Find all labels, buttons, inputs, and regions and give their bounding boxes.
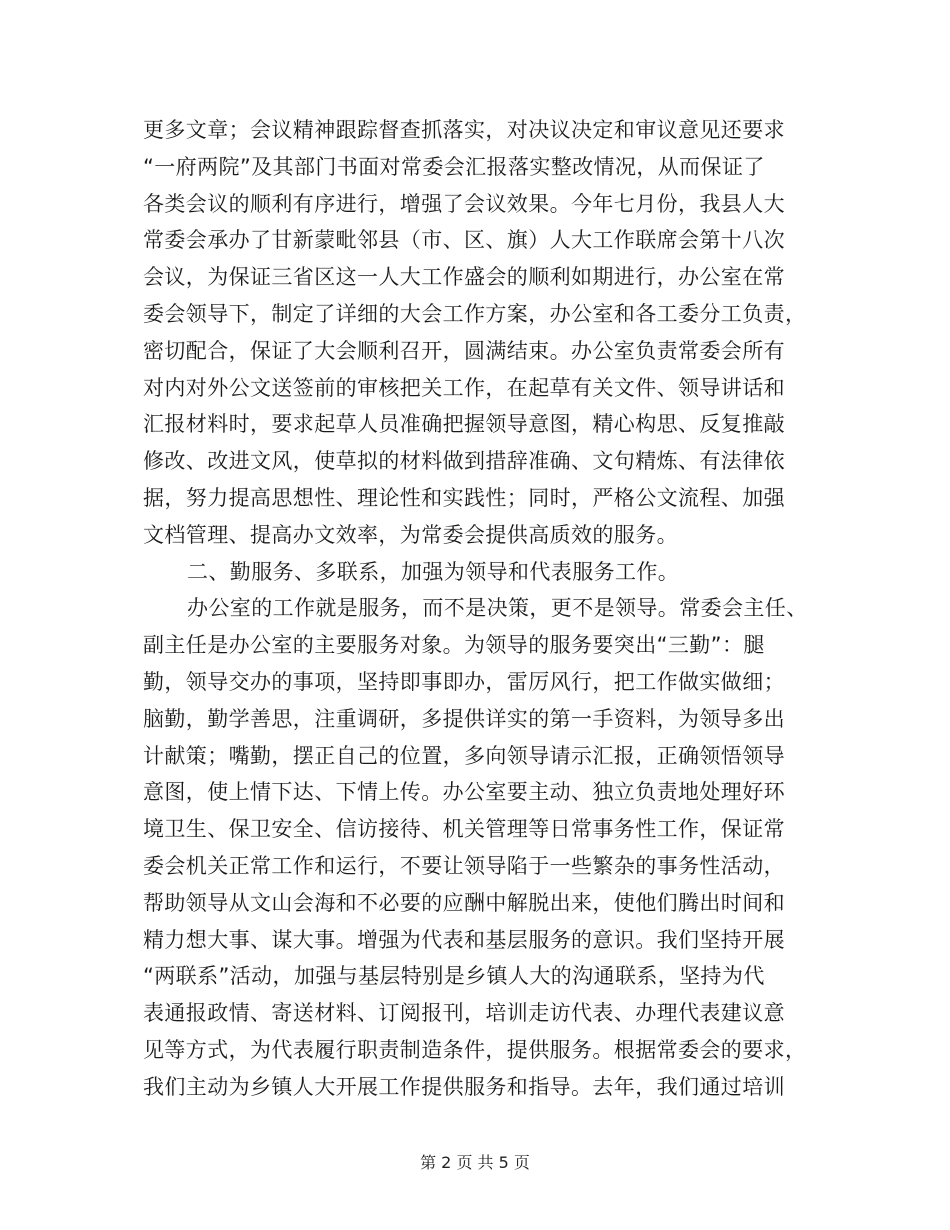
text-line: 密切配合，保证了大会顺利召开，圆满结束。办公室负责常委会所有 [143,338,785,363]
text-line: “两联系”活动，加强与基层特别是乡镇人大的沟通联系，坚持为代 [143,964,765,989]
text-line: 委会领导下，制定了详细的大会工作方案，办公室和各工委分工负责， [143,301,807,326]
text-line: 境卫生、保卫安全、信访接待、机关管理等日常事务性工作，保证常 [143,817,785,842]
text-line: 汇报材料时，要求起草人员准确把握领导意图，精心构思、反复推敲 [143,412,785,437]
text-line: 精力想大事、谋大事。增强为代表和基层服务的意识。我们坚持开展 [143,927,785,952]
text-line: 对内对外公文送签前的审核把关工作，在起草有关文件、领导讲话和 [143,375,785,400]
text-line: “一府两院”及其部门书面对常委会汇报落实整改情况，从而保证了 [143,154,765,179]
text-line: 委会机关正常工作和运行，不要让领导陷于一些繁杂的事务性活动， [143,853,785,878]
text-line: 勤，领导交办的事项，坚持即事即办，雷厉风行，把工作做实做细； [143,669,785,694]
text-line: 帮助领导从文山会海和不必要的应酬中解脱出来，使他们腾出时间和 [143,890,785,915]
text-line: 修改、改进文风，使草拟的材料做到措辞准确、文句精炼、有法律依 [143,449,785,474]
text-line: 办公室的工作就是服务，而不是决策，更不是领导。常委会主任、 [187,596,808,621]
text-line: 会议，为保证三省区这一人大工作盛会的顺利如期进行，办公室在常 [143,265,785,290]
text-line: 脑勤，勤学善思，注重调研，多提供详实的第一手资料，为领导多出 [143,706,785,731]
text-line: 文档管理、提高办文效率，为常委会提供高质效的服务。 [143,522,678,547]
text-line: 更多文章；会议精神跟踪督查抓落实，对决议决定和审议意见还要求 [143,118,785,142]
text-line: 计献策；嘴勤，摆正自己的位置，多向领导请示汇报，正确领悟领导 [143,743,785,768]
text-line: 二、勤服务、多联系，加强为领导和代表服务工作。 [187,559,680,584]
text-line: 意图，使上情下达、下情上传。办公室要主动、独立负责地处理好环 [143,780,785,805]
text-line: 副主任是办公室的主要服务对象。为领导的服务要突出“三勤”：腿 [143,633,765,658]
body-text [143,112,823,1106]
text-line: 见等方式，为代表履行职责制造条件，提供服务。根据常委会的要求， [143,1037,807,1062]
text-line: 表通报政情、寄送材料、订阅报刊，培训走访代表、办理代表建议意 [143,1001,785,1026]
text-line: 常委会承办了甘新蒙毗邻县（市、区、旗）人大工作联席会第十八次 [143,228,785,253]
page-footer: 第 2 页 共 5 页 [420,1153,530,1172]
text-line: 我们主动为乡镇人大开展工作提供服务和指导。去年，我们通过培训 [143,1074,785,1099]
text-line: 据，努力提高思想性、理论性和实践性；同时，严格公文流程、加强 [143,485,785,510]
text-line: 各类会议的顺利有序进行，增强了会议效果。今年七月份，我县人大 [143,191,785,216]
